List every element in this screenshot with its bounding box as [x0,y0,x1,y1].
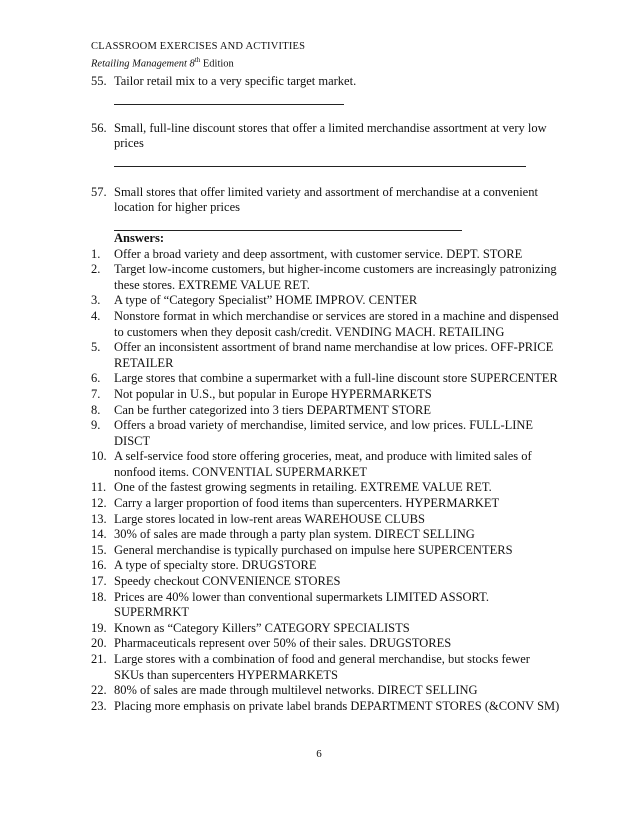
answer-number: 2. [91,262,101,277]
answer-number: 3. [91,293,101,308]
answer-item [91,480,561,496]
answer-item [91,403,561,419]
answer-item [91,340,561,371]
answer-text: Speedy checkout CONVENIENCE STORES [114,574,341,589]
answer-text: Offer an inconsistent assortment of brand name merchandise at low prices. OFF-PRICE RETAILER [114,340,554,370]
answer-item [91,371,561,387]
answer-text: Can be further categorized into 3 tiers DEPARTMENT STORE [114,402,432,417]
answer-number: 18. [91,589,107,604]
answer-number: 19. [91,620,107,635]
answer-item [91,418,561,449]
answer-text: Large stores with a combination of food and general merchandise, but stocks fewer SKUs than supercenters HYPERMARKETS [114,652,530,682]
answer-text: A type of specialty store. DRUGSTORE [114,558,317,573]
answer-number: 5. [91,340,101,355]
answer-number: 9. [91,418,101,433]
answer-number: 8. [91,402,101,417]
answer-item [91,512,561,528]
answer-number: 23. [91,698,107,713]
answer-item [91,652,561,683]
question-text: Small, full-line discount stores that offer a limited merchandise assortment at very low prices [114,120,547,151]
answer-number: 7. [91,386,101,401]
answer-number: 4. [91,308,101,323]
answers-heading: Answers: [114,230,164,245]
answer-item [91,699,561,715]
answer-number: 20. [91,636,107,651]
question-number: 56. [91,120,107,135]
answer-text: General merchandise is typically purchased on impulse here SUPERCENTERS [114,542,513,557]
answer-item [91,558,561,574]
edition-label: Edition [202,58,234,70]
question-55 [91,74,561,105]
question-text: Small stores that offer limited variety and assortment of merchandise at a convenient location for higher prices [114,184,538,215]
book-title: Retailing Management 8 [91,58,195,70]
answer-number: 14. [91,527,107,542]
answer-number: 1. [91,246,101,261]
answer-text: A type of “Category Specialist” HOME IMPROV. CENTER [114,293,418,308]
answer-text: Offers a broad variety of merchandise, limited service, and low prices. FULL-LINE DISCT [114,418,534,448]
answer-item [91,309,561,340]
answer-text: Carry a larger proportion of food items than supercenters. HYPERMARKET [114,496,500,511]
answer-item [91,262,561,293]
answer-text: Known as “Category Killers” CATEGORY SPECIALISTS [114,620,410,635]
question-57 [91,185,561,231]
answer-text: Large stores located in low-rent areas WAREHOUSE CLUBS [114,511,425,526]
answer-number: 6. [91,371,101,386]
answer-item [91,449,561,480]
page-content [91,74,561,714]
page-number: 6 [316,748,322,760]
question-number: 55. [91,74,107,88]
answer-number: 21. [91,652,107,666]
answer-number: 12. [91,496,107,511]
answer-text: Large stores that combine a supermarket with a full-line discount store SUPERCENTER [114,371,558,386]
answer-item [91,387,561,403]
answer-number: 22. [91,683,107,698]
answer-item [91,590,561,621]
answer-item [91,247,561,263]
question-56 [91,121,561,167]
header-subtitle [91,54,305,71]
page-header [91,40,305,71]
answer-text: One of the fastest growing segments in retailing. EXTREME VALUE RET. [114,480,492,495]
answer-text: Prices are 40% lower than conventional supermarkets LIMITED ASSORT. SUPERMRKT [114,589,489,620]
question-text: Tailor retail mix to a very specific target market. [114,74,357,88]
answer-item [91,496,561,512]
answer-item [91,574,561,590]
answer-text: 30% of sales are made through a party plan system. DIRECT SELLING [114,527,475,542]
answer-item [91,293,561,309]
edition-superscript: th [194,56,201,64]
answer-item [91,683,561,699]
answer-number: 15. [91,542,107,557]
answer-number: 16. [91,558,107,573]
answer-item [91,636,561,652]
header-title: CLASSROOM EXERCISES AND ACTIVITIES [91,41,306,52]
answer-text: Nonstore format in which merchandise or services are stored in a machine and dispensed to customers when they deposit cash/credit. VENDING MACH. RETAILING [114,308,559,339]
answer-number: 10. [91,449,107,464]
answer-item [91,621,561,637]
question-number: 57. [91,184,107,199]
answer-item [91,543,561,559]
answer-text: 80% of sales are made through multilevel networks. DIRECT SELLING [114,683,478,698]
answer-number: 17. [91,574,107,589]
answer-text: Target low-income customers, but higher-income customers are increasingly patronizing these stores. EXTREME VALUE RET. [114,262,557,292]
answer-number: 13. [91,511,107,526]
answer-item [91,527,561,543]
answer-blank-line [114,154,526,167]
answer-text: Offer a broad variety and deep assortment, with customer service. DEPT. STORE [114,246,523,261]
answer-blank-line [114,92,344,105]
answer-number: 11. [91,480,107,495]
answer-text: Placing more emphasis on private label brands DEPARTMENT STORES (&CONV SM) [114,698,560,713]
answer-blank-line [114,218,462,231]
answer-text: Not popular in U.S., but popular in Europe HYPERMARKETS [114,386,432,401]
answer-text: Pharmaceuticals represent over 50% of their sales. DRUGSTORES [114,636,452,651]
answer-text: A self-service food store offering groceries, meat, and produce with limited sales of nonfood items. CONVENTIAL SUPERMARKET [114,449,532,479]
